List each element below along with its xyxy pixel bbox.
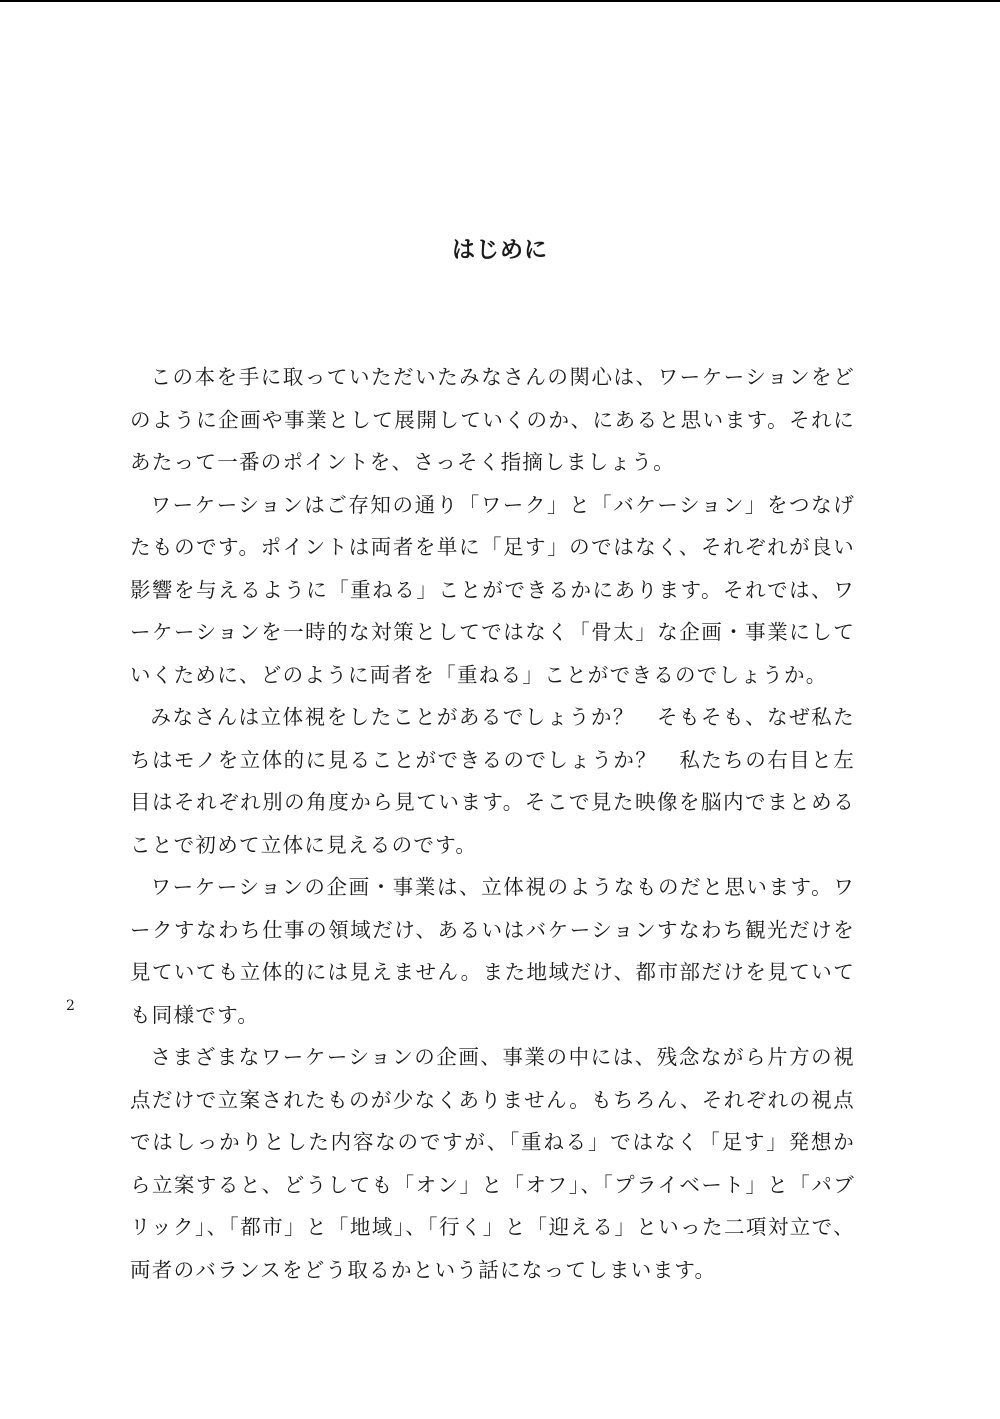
page-number: 2 — [66, 998, 75, 1014]
paragraph-2: ワーケーションはご存知の通り「ワーク」と「バケーション」をつなげたものです。ポイントは両者を単に「足す」のではなく、それぞれが良い影響を与えるように「重ねる」ことができるかにあります。それでは、ワーケーションを一時的な対策としてではなく「骨太」な企画・事業にしていくために、どのように両者を「重ねる」ことができるのでしょうか。 — [130, 492, 855, 687]
paragraph-3: みなさんは立体視をしたことがあるでしょうか？ そもそも、なぜ私たちはモノを立体的に見ることができるのでしょうか？ 私たちの右目と左目はそれぞれ別の角度から見ています。そこで見た映像を脳内でまとめることで初めて立体に見えるのです。 — [130, 705, 855, 857]
top-border-rule — [0, 0, 1000, 2]
paragraph-5: さまざまなワーケーションの企画、事業の中には、残念ながら片方の視点だけで立案されたものが少なくありません。もちろん、それぞれの視点ではしっかりとした内容なのですが、「重ねる」ではなく「足す」発想から立案すると、どうしても「オン」と「オフ」、「プライベート」と「パブリック」、「都市」と「地域」、「行く」と「迎える」といった二項対立で、両者のバランスをどう取るかという話になってしまいます。 — [130, 1045, 855, 1282]
body-text — [130, 356, 855, 1291]
paragraph-4: ワーケーションの企画・事業は、立体視のようなものだと思います。ワークすなわち仕事の領域だけ、あるいはバケーションすなわち観光だけを見ていても立体的には見えません。また地域だけ、都市部だけを見ていても同様です。 — [130, 875, 855, 1027]
paragraph-1: この本を手に取っていただいたみなさんの関心は、ワーケーションをどのように企画や事業として展開していくのか、にあると思います。それにあたって一番のポイントを、さっそく指摘しましょう。 — [130, 365, 855, 474]
chapter-title: はじめに — [452, 237, 548, 263]
